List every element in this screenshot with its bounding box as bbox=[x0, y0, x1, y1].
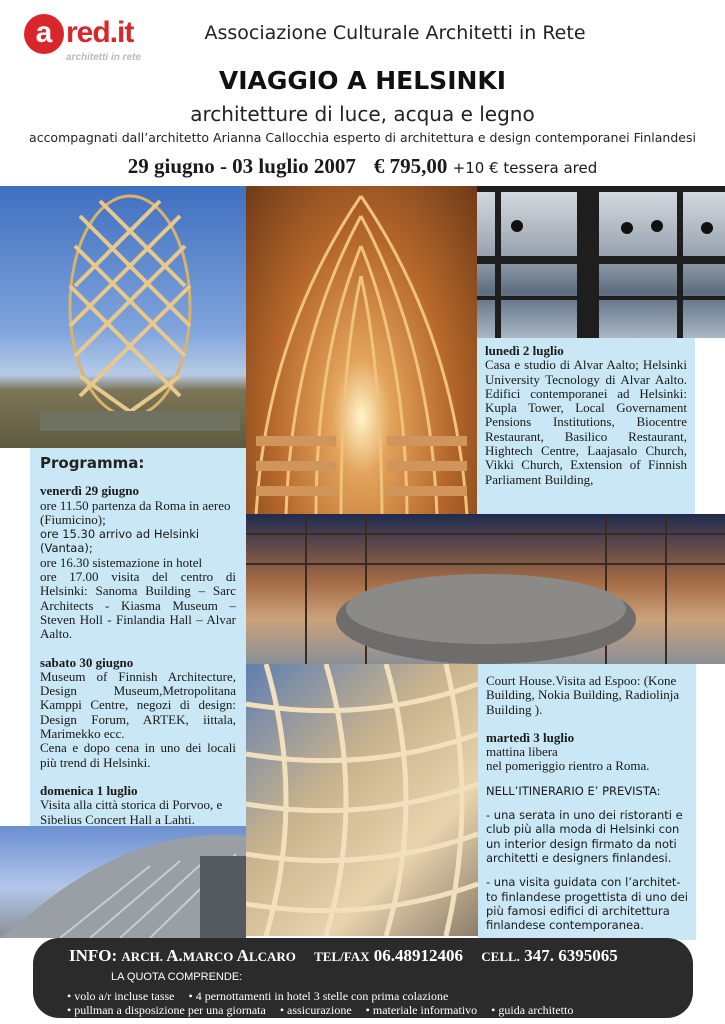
photo-glass-atrium bbox=[246, 514, 725, 664]
includes-row-1 bbox=[67, 989, 448, 1004]
day-line: Visita alla città storica di Porvoo, e Sibelius Concert Hall a Lahti. bbox=[40, 797, 223, 827]
logo-text: red.it bbox=[66, 16, 134, 49]
program-panel-monday bbox=[477, 338, 695, 514]
photo-wooden-chapel bbox=[246, 186, 477, 516]
tel-label: TEL/FAX bbox=[314, 949, 370, 964]
include-item: • 4 pernottamenti in hotel 3 stelle con prima colazione bbox=[188, 989, 449, 1003]
contact-name-initial: A. bbox=[166, 946, 183, 965]
includes-row-2 bbox=[67, 1003, 573, 1018]
extra-item: - una visita guidata con l’architet- to finlandese progettista di uno dei più famosi edifici di architettura finlandese contemporanea. bbox=[486, 875, 688, 933]
info-bar bbox=[33, 938, 693, 1018]
contact-surname-rest: LCARO bbox=[248, 949, 296, 964]
day-line: Casa e studio di Alvar Aalto; Helsinki University Tecnology di Alvar Aalto. Edifici contemporanei ad Helsinki: Kupla Tower, Local Governament Pensions Institutions, Biocentre Restaurant, Basilico Restaurant, Hightech Centre, Laajasalo Church, Vikki Church, Extension of Finnish Parliament Building, bbox=[485, 357, 687, 487]
contact-surname-initial: A bbox=[236, 946, 249, 965]
include-item: • guida architetto bbox=[491, 1003, 574, 1017]
day-line: ore 15.30 arrivo ad Helsinki (Vantaa); bbox=[40, 527, 200, 556]
program-heading: Programma: bbox=[40, 454, 145, 472]
cell-label: CELL. bbox=[481, 949, 520, 964]
day-title: martedì 3 luglio bbox=[486, 729, 575, 745]
page-title: VIAGGIO A HELSINKI bbox=[218, 66, 507, 95]
program-panel-right bbox=[478, 664, 696, 940]
tel-number[interactable]: 06.48912406 bbox=[373, 946, 464, 965]
include-item: • assicurazione bbox=[279, 1003, 352, 1017]
trip-price: € 795,00 bbox=[373, 154, 448, 178]
price-extra: +10 € tessera ared bbox=[452, 159, 598, 177]
logo-mark-letter: a bbox=[35, 16, 53, 49]
contact-prefix: ARCH. bbox=[121, 949, 163, 964]
day-line: Court House.Visita ad Espoo: (Kone Building, Nokia Building, Radiolinja Building ). bbox=[486, 673, 680, 717]
day-title: domenica 1 luglio bbox=[40, 782, 138, 798]
include-item: • materiale informativo bbox=[365, 1003, 478, 1017]
photo-concert-hall bbox=[0, 826, 246, 938]
day-title: lunedì 2 luglio bbox=[485, 343, 564, 358]
quota-title: LA QUOTA COMPRENDE: bbox=[111, 971, 243, 983]
trip-dates-price bbox=[0, 154, 725, 179]
guide-line: accompagnati dall’architetto Arianna Callocchia esperto di architettura e design contemporanei Finlandesi bbox=[29, 130, 696, 145]
trip-dates: 29 giugno - 03 luglio 2007 bbox=[127, 154, 356, 178]
day-line: ore 16.30 sistemazione in hotel bbox=[40, 554, 203, 570]
day-line: Museum of Finnish Architecture, Design Museum,Metropolitana Kamppi Centre, negozi di design: Design Forum, ARTEK, iittala, Marimekko ecc. bbox=[40, 668, 236, 742]
cell-number[interactable]: 347. 6395065 bbox=[524, 946, 618, 965]
photo-timber-lattice bbox=[246, 664, 478, 936]
logo-subtext: architetti in rete bbox=[66, 52, 142, 63]
day-title: venerdì 29 giugno bbox=[40, 483, 139, 499]
day-line: mattina libera bbox=[486, 744, 558, 760]
extras-heading: NELL’ITINERARIO E’ PREVISTA: bbox=[486, 783, 661, 798]
include-item: • pullman a disposizione per una giornata bbox=[67, 1003, 266, 1017]
day-line: Cena e dopo cena in uno dei locali più trend di Helsinki. bbox=[40, 740, 236, 770]
program-panel-left bbox=[30, 448, 246, 826]
photo-gallery-walkway bbox=[477, 186, 725, 338]
day-title: sabato 30 giugno bbox=[40, 654, 134, 670]
ared-logo bbox=[24, 12, 174, 68]
page-subtitle: architetture di luce, acqua e legno bbox=[190, 102, 535, 126]
contact-line bbox=[69, 946, 618, 966]
extra-item: - una serata in uno dei ristoranti e club più alla moda di Helsinki con un interior design firmato da noti architetti e designers finlandesi. bbox=[486, 808, 683, 865]
day-line: ore 11.50 partenza da Roma in aereo (Fiumicino); bbox=[40, 497, 231, 527]
day-line: ore 17.00 visita del centro di Helsinki: Sanoma Building – Sarc Architects - Kiasma Museum – Steven Holl - Finlandia Hall – Alvar Aalto. bbox=[40, 569, 236, 642]
logo-mark bbox=[24, 14, 64, 54]
info-label: INFO: bbox=[69, 946, 118, 965]
photo-lattice-tower bbox=[0, 186, 246, 448]
day-line: nel pomeriggio rientro a Roma. bbox=[486, 758, 650, 774]
include-item: • volo a/r incluse tasse bbox=[67, 989, 175, 1003]
contact-name-rest: MARCO bbox=[182, 949, 234, 964]
association-name: Associazione Culturale Architetti in Rete bbox=[204, 22, 586, 44]
